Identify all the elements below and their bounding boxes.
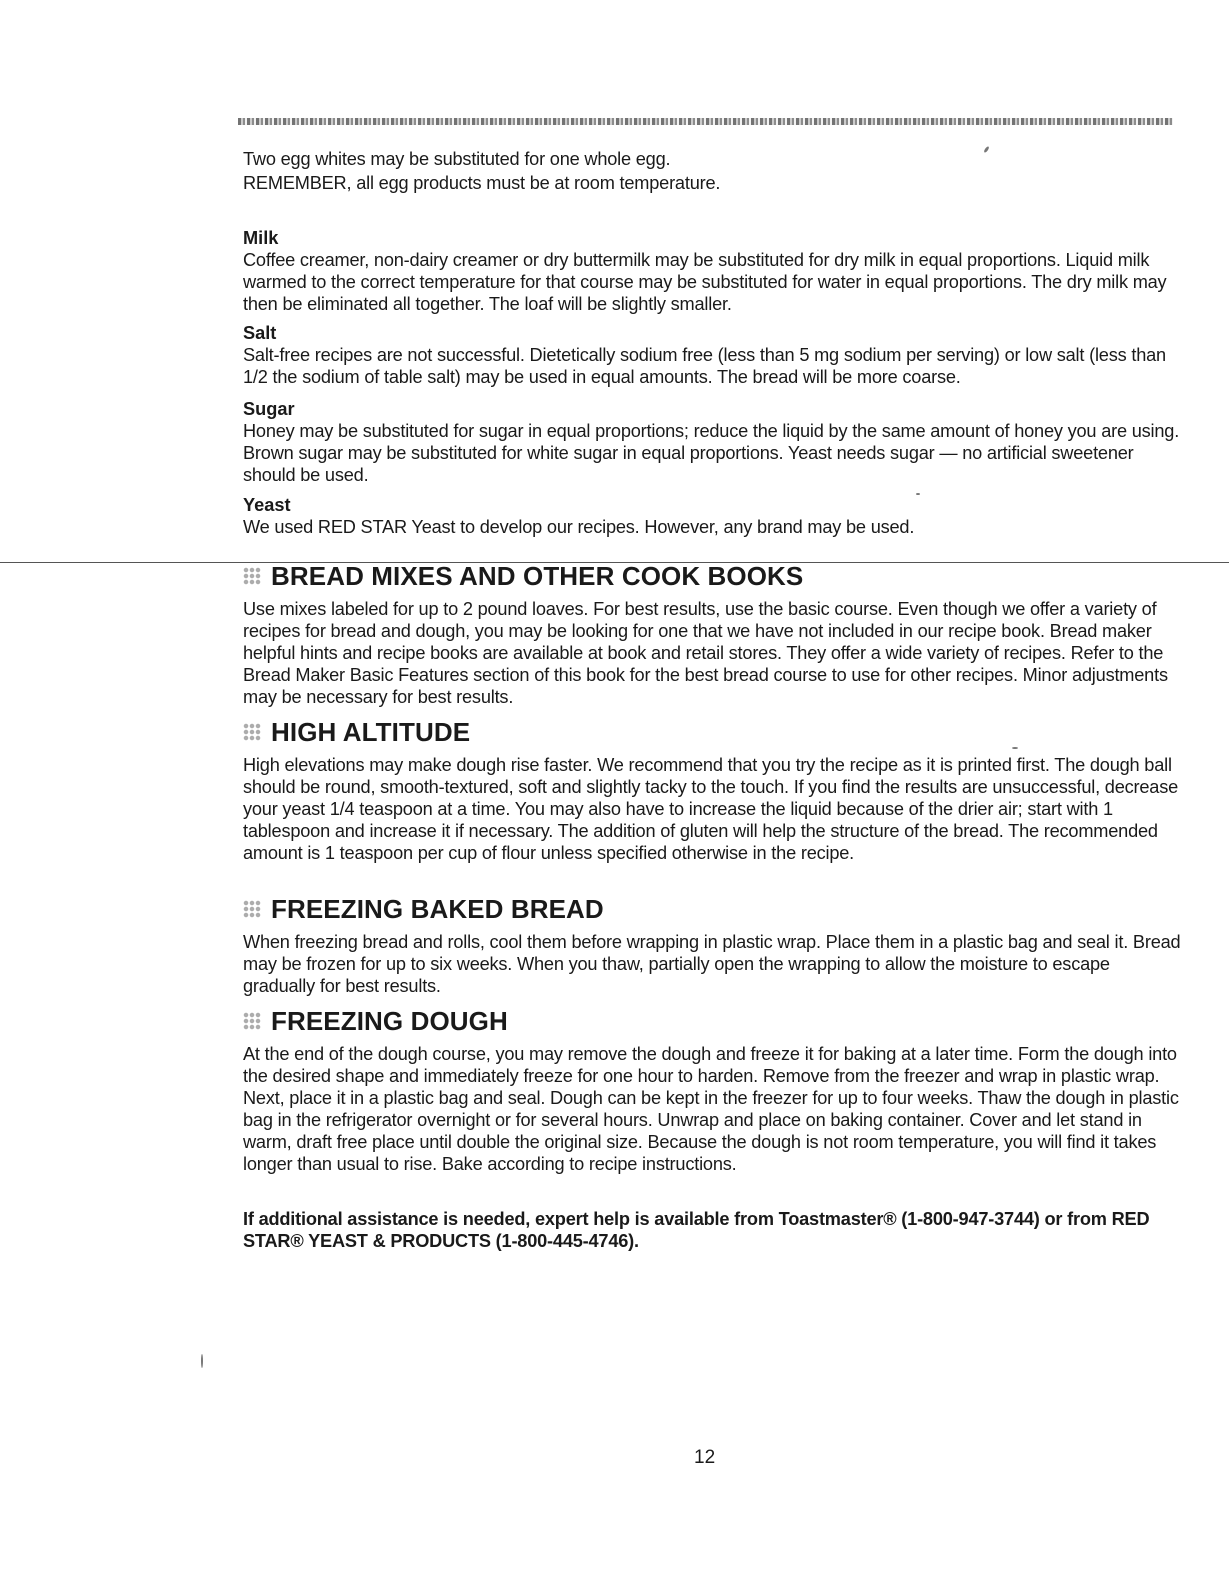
scan-speck [201,1354,203,1368]
dotted-bullet-icon [243,1012,261,1030]
ingredient-salt [243,322,1183,388]
top-decorative-rule [238,118,1173,125]
section-heading-bread-mixes [243,561,803,591]
intro-line: Two egg whites may be substituted for one whole egg. [243,149,671,169]
section-heading-freezing-baked-bread [243,894,604,924]
assistance-note: If additional assistance is needed, expert help is available from Toastmaster® (1-800-947-3744) or from RED STAR® YEAST & PRODUCTS (1-800-445-4746). [243,1209,1150,1251]
page-number: 12 [694,1447,716,1468]
ingredient-milk [243,227,1183,315]
section-heading-freezing-dough [243,1006,508,1036]
ingredient-heading: Milk [243,228,279,248]
scan-speck [1012,747,1018,749]
dotted-bullet-icon [243,567,261,585]
ingredient-yeast [243,494,1183,538]
section-heading-text: HIGH ALTITUDE [271,717,471,747]
intro-line: REMEMBER, all egg products must be at room temperature. [243,173,721,193]
assistance-note-block [243,1208,1183,1252]
section-text: High elevations may make dough rise faster. We recommend that you try the recipe as it is printed first. The dough ball should be round, smooth-textured, soft and slightly tacky to the touch. If you find the results are unsuccessful, decrease your yeast 1/4 teaspoon at a time. You may also have to increase the liquid because of the drier air; start with 1 tablespoon and increase it if necessary. The addition of gluten will help the structure of the bread. The recommended amount is 1 teaspoon per cup of flour unless specified otherwise in the recipe. [243,755,1179,863]
section-body-freezing-baked-bread [243,931,1183,997]
section-text: When freezing bread and rolls, cool them before wrapping in plastic wrap. Place them in a plastic bag and seal it. Bread may be frozen for up to six weeks. When you thaw, partially open the wrapping to allow the moisture to escape gradually for best results. [243,932,1181,996]
section-heading-high-altitude [243,717,470,747]
dotted-bullet-icon [243,900,261,918]
scan-speck [916,493,920,495]
section-text: Use mixes labeled for up to 2 pound loaves. For best results, use the basic course. Even though we offer a variety of recipes for bread and dough, you may be looking for one that we have not included in our recipe book. Bread maker helpful hints and recipe books are available at book and retail stores. They offer a wide variety of recipes. Refer to the Bread Maker Basic Features section of this book for the best bread course to use for other recipes. Minor adjustments may be necessary for best results. [243,599,1168,707]
ingredient-text: Honey may be substituted for sugar in equal proportions; reduce the liquid by the same amount of honey you are using. Brown sugar may be substituted for white sugar in equal proportions. Yeast needs sugar — no artificial sweetener should be used. [243,421,1180,485]
ingredient-text: Salt-free recipes are not successful. Dietetically sodium free (less than 5 mg sodium per serving) or low salt (less than 1/2 the sodium of table salt) may be used in equal amounts. The bread will be more coarse. [243,345,1166,387]
ingredient-heading: Yeast [243,495,291,515]
intro-block [243,148,1183,194]
ingredient-text: Coffee creamer, non-dairy creamer or dry buttermilk may be substituted for dry milk in equal proportions. Liquid milk warmed to the correct temperature for that course may be substituted for water in equal proportions. The dry milk may then be eliminated all together. The loaf will be slightly smaller. [243,250,1167,314]
section-text: At the end of the dough course, you may remove the dough and freeze it for baking at a later time. Form the dough into the desired shape and immediately freeze for one hour to harden. Remove from the freezer and wrap in plastic wrap. Next, place it in a plastic bag and seal. Dough can be kept in the freezer for up to four weeks. Thaw the dough in plastic bag in the refrigerator overnight or for several hours. Unwrap and place on baking container. Cover and let stand in warm, draft free place until double the original size. Because the dough is not room temperature, you will find it takes longer than usual to rise. Bake according to recipe instructions. [243,1044,1179,1174]
ingredient-text: We used RED STAR Yeast to develop our recipes. However, any brand may be used. [243,517,915,537]
ingredient-heading: Salt [243,323,277,343]
section-body-freezing-dough [243,1043,1183,1175]
section-body-bread-mixes [243,598,1183,708]
section-heading-text: FREEZING BAKED BREAD [271,894,604,924]
section-heading-text: BREAD MIXES AND OTHER COOK BOOKS [271,561,804,591]
ingredient-heading: Sugar [243,399,295,419]
dotted-bullet-icon [243,723,261,741]
ingredient-sugar [243,398,1183,486]
section-body-high-altitude [243,754,1183,864]
section-heading-text: FREEZING DOUGH [271,1006,508,1036]
